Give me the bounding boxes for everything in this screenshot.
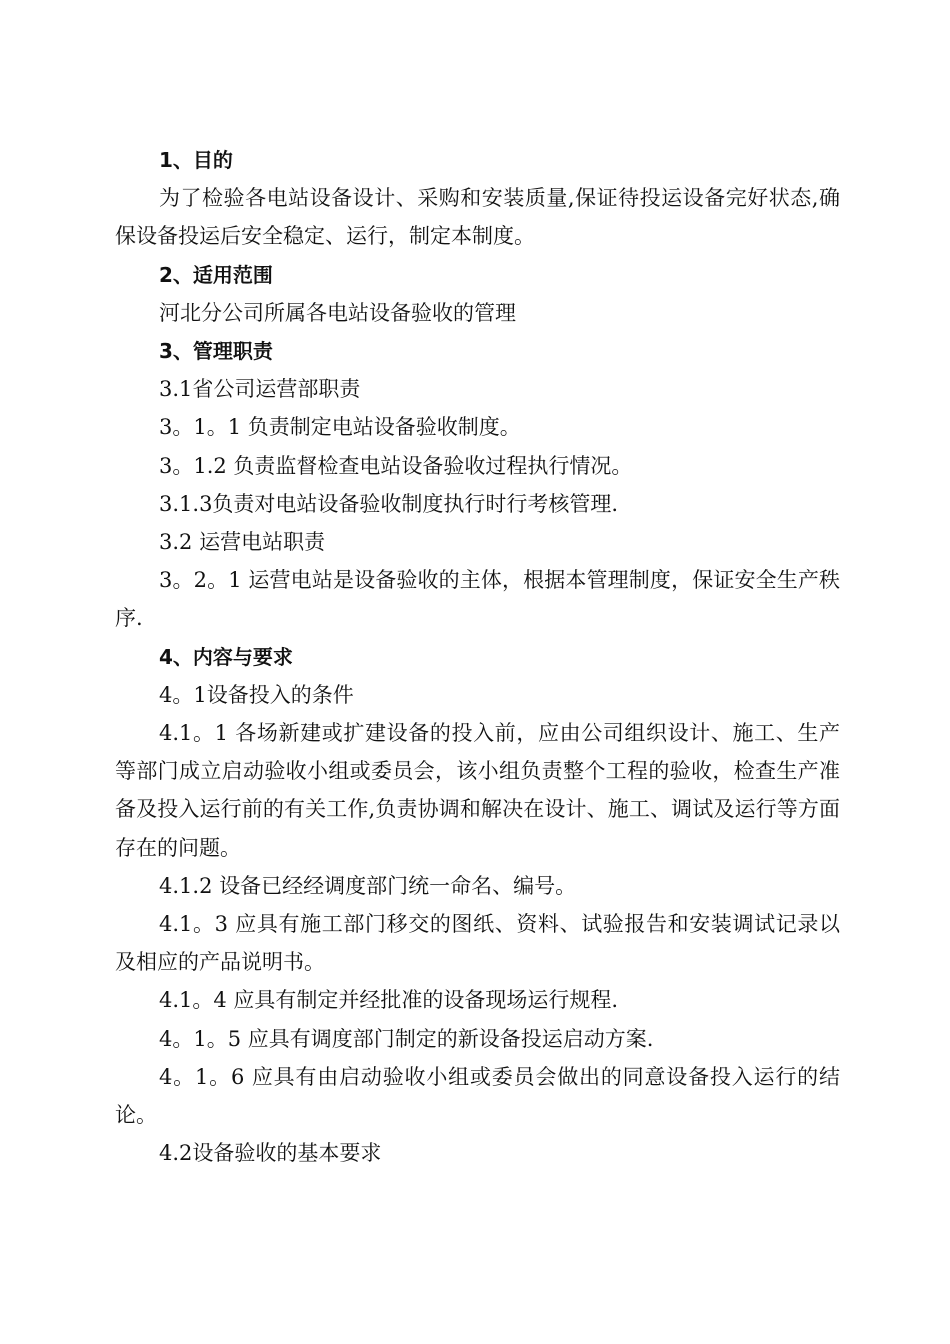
paragraph-4-1-6: 4。1。6 应具有由启动验收小组或委员会做出的同意设备投入运行的结论。 [115,1064,840,1128]
paragraph-3-1: 3.1省公司运营部职责 [159,377,361,402]
section-heading-requirements: 4、内容与要求 [159,644,293,669]
paragraph-4-1-3: 4.1。3 应具有施工部门移交的图纸、资料、试验报告和安装调试记录以及相应的产品说明书。 [115,912,840,975]
paragraph-3-1-1: 3。1。1 负责制定电站设备验收制度。 [159,415,521,440]
section-heading-scope: 2、适用范围 [159,262,273,287]
paragraph-3-2: 3.2 运营电站职责 [159,530,326,555]
document-body [115,141,840,1172]
paragraph-4-1-5: 4。1。5 应具有调度部门制定的新设备投运启动方案. [159,1026,654,1051]
paragraph-4-1-4: 4.1。4 应具有制定并经批准的设备现场运行规程. [159,988,619,1013]
paragraph-4-1: 4。1设备投入的条件 [159,682,354,707]
paragraph-4-1-1: 4.1。1 各场新建或扩建设备的投入前，应由公司组织设计、施工、生产等部门成立启动验收小组或委员会，该小组负责整个工程的验收，检查生产准备及投入运行前的有关工作,负责协调和解决在设计、施工、调试及运行等方面存在的问题。 [115,721,840,860]
paragraph-4-1-2: 4.1.2 设备已经经调度部门统一命名、编号。 [159,873,577,898]
section-heading-responsibilities: 3、管理职责 [159,339,273,364]
paragraph-4-2: 4.2设备验收的基本要求 [159,1141,382,1166]
paragraph-purpose: 为了检验各电站设备设计、采购和安装质量,保证待投运设备完好状态,确保设备投运后安全稳定、运行，制定本制度。 [115,186,840,249]
paragraph-3-1-3: 3.1.3负责对电站设备验收制度执行时行考核管理. [159,491,619,516]
paragraph-3-1-2: 3。1.2 负责监督检查电站设备验收过程执行情况。 [159,453,633,478]
section-heading-purpose: 1、目的 [159,148,233,172]
paragraph-scope: 河北分公司所属各电站设备验收的管理 [159,300,516,325]
paragraph-3-2-1: 3。2。1 运营电站是设备验收的主体，根据本管理制度，保证安全生产秩序. [115,568,840,631]
